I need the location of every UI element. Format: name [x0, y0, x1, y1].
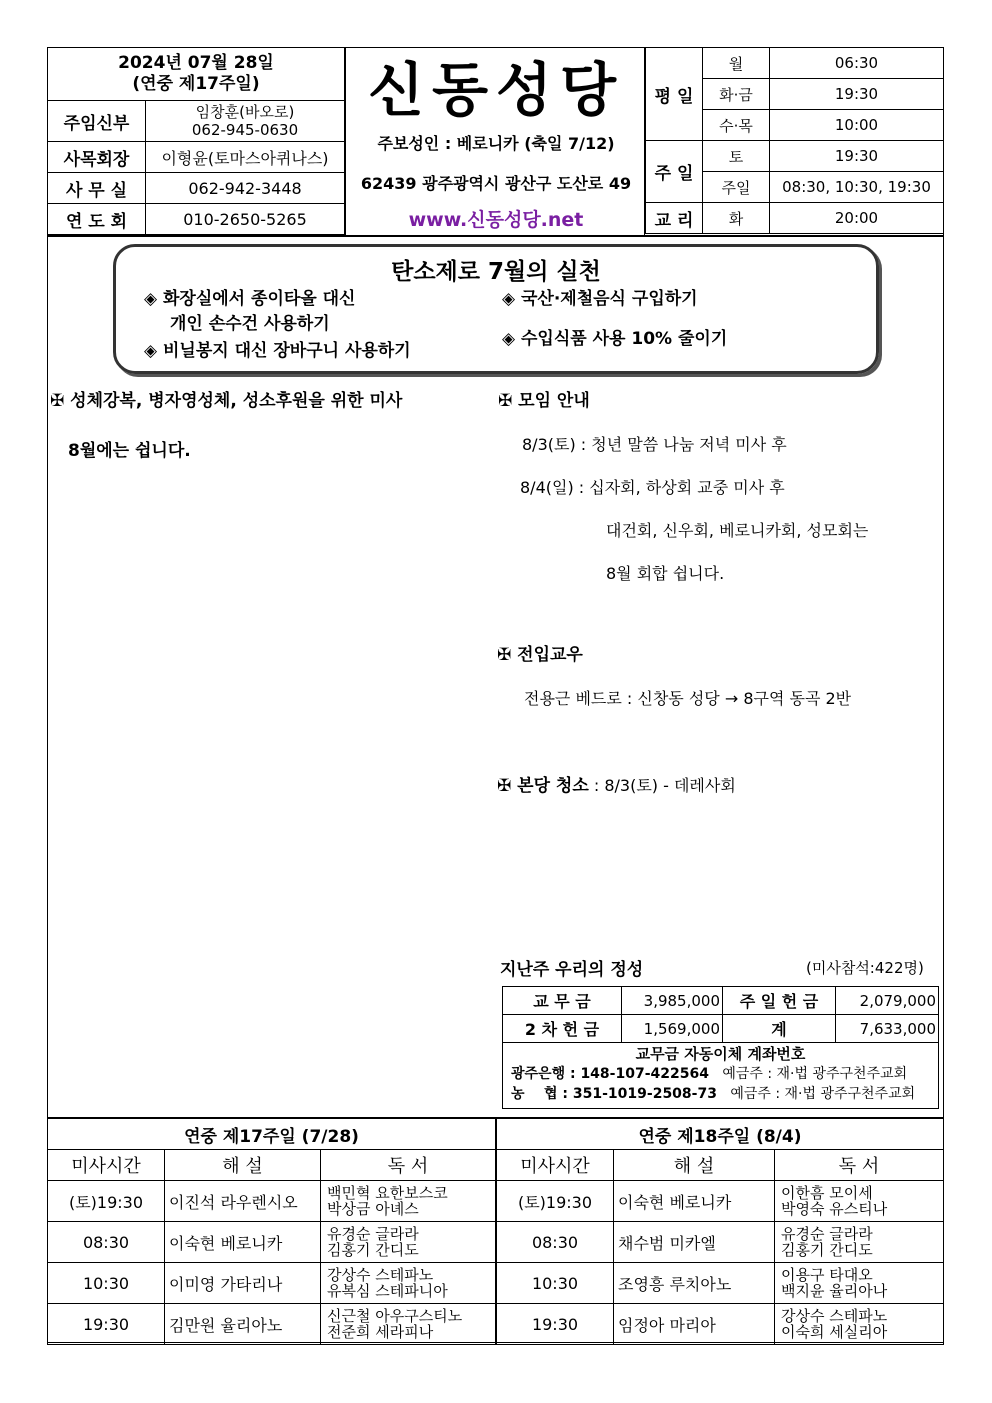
table-row — [48, 1263, 496, 1304]
commentator: 채수범 미카엘 — [614, 1222, 775, 1263]
offering-value: 2,079,000 — [836, 987, 939, 1015]
readers: 신근철 아우구스티노 전준희 세라피나 — [321, 1304, 496, 1345]
mass-day: 토 — [703, 141, 770, 172]
offering-label: 교 무 금 — [503, 987, 622, 1015]
office-phone: 062-942-3448 — [146, 173, 345, 204]
account-info — [502, 1041, 939, 1109]
offering-label: 2 차 헌 금 — [503, 1015, 622, 1043]
banner-title: 탄소제로 7월의 실천 — [391, 259, 601, 285]
banner-item: 개인 손수건 사용하기 — [170, 314, 330, 334]
offering-label: 주 일 헌 금 — [723, 987, 836, 1015]
transfer-line: 전용근 베드로 : 신창동 성당 → 8구역 동곡 2반 — [524, 689, 852, 708]
schedule-week-18 — [496, 1118, 944, 1345]
yeondo-label: 연 도 회 — [48, 204, 146, 235]
readers: 유경순 글라라 김홍기 간디도 — [321, 1222, 496, 1263]
account-row — [503, 1084, 938, 1104]
mass-time: 06:30 — [770, 48, 944, 79]
meeting-line: 8/3(토) : 청년 말씀 나눔 저녁 미사 후 — [522, 435, 787, 454]
transfer-title: ✠ 전입교우 — [497, 645, 583, 665]
commentator: 이숙현 베로니카 — [165, 1222, 321, 1263]
col-header: 독 서 — [775, 1150, 944, 1181]
mass-time: 08:30, 10:30, 19:30 — [770, 172, 944, 203]
mass-time: 08:30 — [497, 1222, 614, 1263]
weekday-label: 평 일 — [646, 48, 703, 141]
readers: 이한흠 모이세 박영숙 유스티나 — [775, 1181, 944, 1222]
banner-item: ◈ 수입식품 사용 10% 줄이기 — [502, 329, 728, 349]
account-holder: 예금주 : 재·법 광주구천주교회 — [722, 1066, 908, 1082]
catechism-day: 화 — [703, 203, 770, 234]
table-row — [497, 1222, 944, 1263]
banner-item: ◈ 국산·제철음식 구입하기 — [502, 289, 698, 309]
mass-time: (토)19:30 — [497, 1181, 614, 1222]
pastor-info: 임창훈(바오로) 062-945-0630 — [146, 101, 345, 142]
bulletin-date: 2024년 07월 28일 (연중 제17주일) — [48, 48, 345, 101]
church-address: 62439 광주광역시 광산구 도산로 49 — [360, 174, 632, 193]
commentator: 임정아 마리아 — [614, 1304, 775, 1345]
meeting-line: 8/4(일) : 십자회, 하상회 교중 미사 후 — [520, 478, 785, 497]
church-name: 신동성당 — [367, 56, 625, 124]
schedule-title: 연중 제18주일 (8/4) — [497, 1119, 944, 1150]
left-notice-body: 8월에는 쉽니다. — [68, 441, 191, 461]
col-header: 해 설 — [614, 1150, 775, 1181]
readers: 강상수 스테파노 이숙희 세실리아 — [775, 1304, 944, 1345]
mass-times-table — [645, 47, 944, 234]
mass-time: 19:30 — [497, 1304, 614, 1345]
schedule-title: 연중 제17주일 (7/28) — [48, 1119, 496, 1150]
carbon-zero-banner — [113, 244, 879, 374]
header-divider — [47, 235, 944, 237]
sunday-label: 주 일 — [646, 141, 703, 203]
banner-item: ◈ 비닐봉지 대신 장바구니 사용하기 — [144, 341, 411, 361]
col-header: 미사시간 — [497, 1150, 614, 1181]
mass-day: 수·목 — [703, 110, 770, 141]
attendance-count: (미사참석:422명) — [806, 959, 924, 977]
offering-value: 3,985,000 — [622, 987, 723, 1015]
mass-time: 19:30 — [770, 141, 944, 172]
table-row — [48, 1181, 496, 1222]
mass-time: 10:30 — [48, 1263, 165, 1304]
council-label: 사목회장 — [48, 142, 146, 173]
account-row — [503, 1064, 938, 1084]
offering-value: 1,569,000 — [622, 1015, 723, 1043]
meeting-title: ✠ 모임 안내 — [498, 391, 590, 411]
mass-time: 10:30 — [497, 1263, 614, 1304]
offering-value: 7,633,000 — [836, 1015, 939, 1043]
readers: 백민혁 요한보스코 박상금 아녜스 — [321, 1181, 496, 1222]
schedule-week-17 — [47, 1118, 496, 1345]
table-row — [497, 1304, 944, 1345]
meeting-line: 대건회, 신우회, 베로니카회, 성모회는 — [606, 521, 869, 540]
catechism-label: 교 리 — [646, 203, 703, 234]
table-row — [48, 1304, 496, 1345]
cleaning-notice — [497, 771, 736, 796]
mass-time: 19:30 — [770, 79, 944, 110]
office-label: 사 무 실 — [48, 173, 146, 204]
mass-time: (토)19:30 — [48, 1181, 165, 1222]
left-notice-title: ✠ 성체강복, 병자영성체, 성소후원을 위한 미사 — [50, 391, 403, 411]
meeting-line: 8월 회합 쉽니다. — [606, 564, 725, 583]
bank-account: 농 협 : 351-1019-2508-73 — [511, 1086, 717, 1102]
readers: 강상수 스테파노 유복심 스테파니아 — [321, 1263, 496, 1304]
commentator: 조영흥 루치아노 — [614, 1263, 775, 1304]
col-header: 해 설 — [165, 1150, 321, 1181]
catechism-time: 20:00 — [770, 203, 944, 234]
col-header: 미사시간 — [48, 1150, 165, 1181]
cleaning-title: ✠ 본당 청소 — [497, 776, 589, 796]
table-row — [497, 1263, 944, 1304]
yeondo-phone: 010-2650-5265 — [146, 204, 345, 235]
commentator: 이미영 가타리나 — [165, 1263, 321, 1304]
offering-table — [502, 986, 939, 1043]
website-link[interactable]: www.신동성당.net — [408, 209, 584, 231]
mass-day: 월 — [703, 48, 770, 79]
banner-item: ◈ 화장실에서 종이타올 대신 — [144, 289, 356, 309]
mass-time: 10:00 — [770, 110, 944, 141]
commentator: 김만원 율리아노 — [165, 1304, 321, 1345]
col-header: 독 서 — [321, 1150, 496, 1181]
pastor-label: 주임신부 — [48, 101, 146, 142]
mass-time: 19:30 — [48, 1304, 165, 1345]
account-holder: 예금주 : 재·법 광주구천주교회 — [730, 1086, 916, 1102]
offering-label: 계 — [723, 1015, 836, 1043]
table-row — [497, 1181, 944, 1222]
cleaning-detail: : 8/3(토) - 데레사회 — [588, 776, 736, 795]
account-title: 교무금 자동이체 계좌번호 — [635, 1045, 806, 1063]
mass-day: 주일 — [703, 172, 770, 203]
header-info-table — [47, 47, 345, 235]
council-name: 이형윤(토마스아퀴나스) — [146, 142, 345, 173]
mass-time: 08:30 — [48, 1222, 165, 1263]
offering-title: 지난주 우리의 정성 — [500, 960, 644, 980]
header-center — [345, 47, 645, 236]
bank-account: 광주은행 : 148-107-422564 — [511, 1066, 709, 1082]
commentator: 이숙현 베로니카 — [614, 1181, 775, 1222]
mass-day: 화·금 — [703, 79, 770, 110]
patron-saint: 주보성인 : 베로니카 (축일 7/12) — [377, 134, 615, 153]
readers: 유경순 글라라 김홍기 간디도 — [775, 1222, 944, 1263]
table-row — [48, 1222, 496, 1263]
readers: 이용구 타대오 백지윤 율리아나 — [775, 1263, 944, 1304]
commentator: 이진석 라우렌시오 — [165, 1181, 321, 1222]
